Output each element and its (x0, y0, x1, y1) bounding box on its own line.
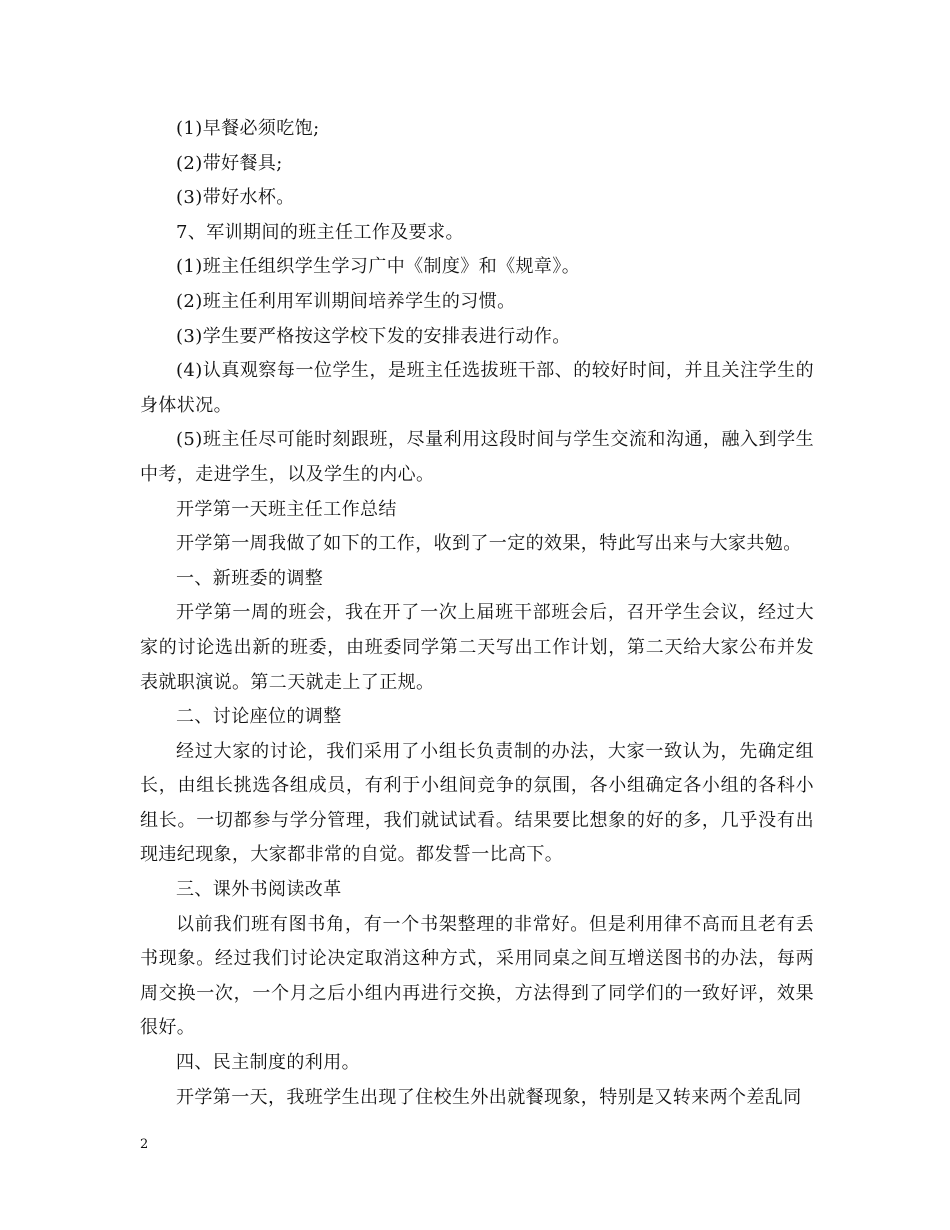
paragraph: 经过大家的讨论，我们采用了小组长负责制的办法，大家一致认为，先确定组长，由组长挑选各组成员，有利于小组间竞争的氛围，各小组确定各小组的各科小组长。一切都参与学分管理，我们就试试看。结果要比想象的好的多，几乎没有出现违纪现象，大家都非常的自觉。都发誓一比高下。 (140, 740, 814, 866)
page-number: 2 (140, 1137, 149, 1152)
paragraph: 以前我们班有图书角，有一个书架整理的非常好。但是利用律不高而且老有丢书现象。经过我们讨论决定取消这种方式，采用同桌之间互增送图书的办法，每两周交换一次，一个月之后小组内再进行交换，方法得到了同学们的一致好评，效果很好。 (140, 913, 814, 1039)
paragraph: (5)班主任尽可能时刻跟班，尽量利用这段时间与学生交流和沟通，融入到学生中考，走进学生，以及学生的内心。 (140, 429, 814, 485)
paragraph: (3)学生要严格按这学校下发的安排表进行动作。 (176, 325, 571, 347)
section-heading: 四、民主制度的利用。 (176, 1052, 360, 1074)
section-heading: 二、讨论座位的调整 (176, 706, 342, 728)
paragraph: (2)带好餐具; (176, 152, 283, 174)
paragraph: (3)带好水杯。 (176, 187, 295, 209)
section-title: 开学第一天班主任工作总结 (176, 498, 397, 520)
section-heading: 一、新班委的调整 (176, 567, 324, 589)
paragraph: 开学第一天，我班学生出现了住校生外出就餐现象，特别是又转来两个差乱同 (176, 1086, 802, 1108)
section-heading: 三、课外书阅读改革 (176, 879, 342, 901)
body-text (140, 112, 814, 1115)
paragraph: 7、军训期间的班主任工作及要求。 (176, 221, 464, 243)
paragraph: 开学第一周的班会，我在开了一次上届班干部班会后，召开学生会议，经过大家的讨论选出新的班委，由班委同学第二天写出工作计划，第二天给大家公布并发表就职演说。第二天就走上了正规。 (140, 602, 814, 693)
paragraph: (4)认真观察每一位学生，是班主任选拔班干部、的较好时间，并且关注学生的身体状况。 (140, 360, 814, 416)
paragraph: 开学第一周我做了如下的工作，收到了一定的效果，特此写出来与大家共勉。 (176, 533, 802, 555)
paragraph: (1)早餐必须吃饱; (176, 118, 320, 139)
paragraph: (1)班主任组织学生学习广中《制度》和《规章》。 (176, 256, 581, 278)
paragraph: (2)班主任利用军训期间培养学生的习惯。 (176, 290, 516, 312)
